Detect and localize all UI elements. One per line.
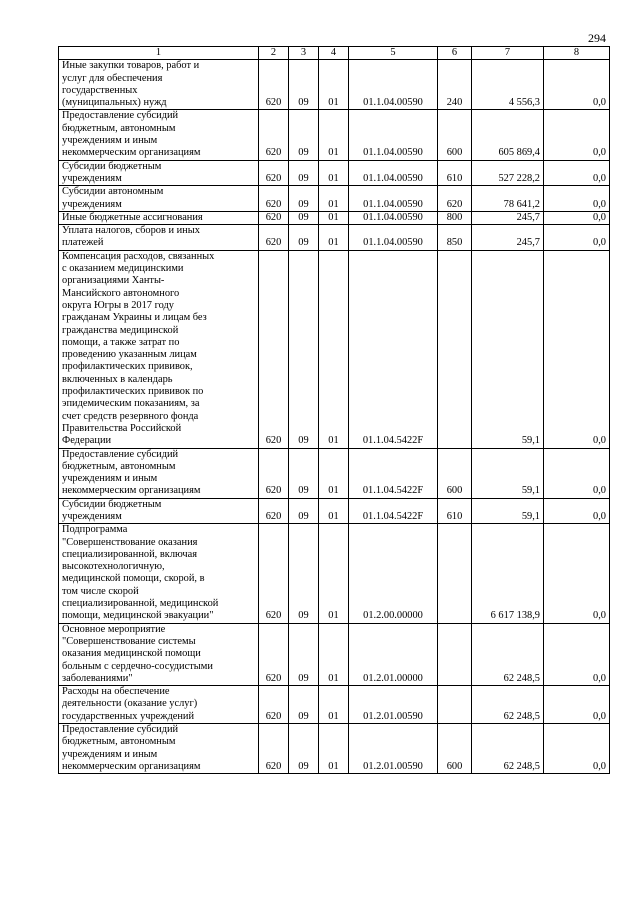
cell-section: 09 xyxy=(289,448,319,498)
cell-section: 09 xyxy=(289,250,319,448)
cell-ministry-code: 620 xyxy=(259,498,289,524)
table-row xyxy=(59,250,610,448)
cell-target-article: 01.1.04.00590 xyxy=(349,110,438,160)
cell-section: 09 xyxy=(289,498,319,524)
cell-subsection: 01 xyxy=(319,186,349,212)
cell-ministry-code: 620 xyxy=(259,186,289,212)
cell-subsection: 01 xyxy=(319,524,349,623)
cell-amount-2: 0,0 xyxy=(544,686,610,724)
header-cell: 3 xyxy=(289,47,319,60)
row-name: Иные закупки товаров, работ и услуг для обеспечения государственных (муниципальных) нужд xyxy=(59,60,259,110)
row-name: Предоставление субсидий бюджетным, автономным учреждениям и иным некоммерческим организациям xyxy=(59,448,259,498)
cell-amount: 245,7 xyxy=(472,225,544,251)
table-row xyxy=(59,160,610,186)
row-name: Иные бюджетные ассигнования xyxy=(59,211,259,224)
cell-section: 09 xyxy=(289,186,319,212)
cell-ministry-code: 620 xyxy=(259,524,289,623)
cell-ministry-code: 620 xyxy=(259,60,289,110)
cell-amount: 605 869,4 xyxy=(472,110,544,160)
header-cell: 4 xyxy=(319,47,349,60)
cell-target-article: 01.2.01.00590 xyxy=(349,724,438,774)
cell-amount-2: 0,0 xyxy=(544,250,610,448)
page-number: 294 xyxy=(588,31,606,45)
cell-amount: 4 556,3 xyxy=(472,60,544,110)
row-name: Подпрограмма "Совершенствование оказания специализированной, включая высокотехнологичную, медицинской помощи, скорой, в том числе скорой специализированной, медицинской помощи, медицинской эвакуации" xyxy=(59,524,259,623)
header-row xyxy=(59,47,610,60)
cell-target-article: 01.1.04.00590 xyxy=(349,60,438,110)
cell-expense-type xyxy=(438,250,472,448)
cell-section: 09 xyxy=(289,623,319,685)
cell-subsection: 01 xyxy=(319,225,349,251)
table-row xyxy=(59,211,610,224)
cell-ministry-code: 620 xyxy=(259,724,289,774)
cell-amount: 62 248,5 xyxy=(472,623,544,685)
cell-amount: 59,1 xyxy=(472,448,544,498)
table-row xyxy=(59,448,610,498)
cell-target-article: 01.2.01.00000 xyxy=(349,623,438,685)
cell-expense-type: 600 xyxy=(438,110,472,160)
table-row xyxy=(59,60,610,110)
cell-amount-2: 0,0 xyxy=(544,225,610,251)
cell-expense-type xyxy=(438,623,472,685)
cell-section: 09 xyxy=(289,724,319,774)
cell-subsection: 01 xyxy=(319,60,349,110)
cell-amount: 6 617 138,9 xyxy=(472,524,544,623)
cell-amount: 78 641,2 xyxy=(472,186,544,212)
cell-amount: 527 228,2 xyxy=(472,160,544,186)
table-row xyxy=(59,186,610,212)
header-cell: 8 xyxy=(544,47,610,60)
cell-expense-type: 600 xyxy=(438,724,472,774)
cell-target-article: 01.1.04.00590 xyxy=(349,186,438,212)
cell-ministry-code: 620 xyxy=(259,623,289,685)
cell-expense-type xyxy=(438,524,472,623)
row-name: Расходы на обеспечение деятельности (оказание услуг) государственных учреждений xyxy=(59,686,259,724)
cell-amount-2: 0,0 xyxy=(544,110,610,160)
cell-amount-2: 0,0 xyxy=(544,524,610,623)
cell-expense-type xyxy=(438,686,472,724)
cell-target-article: 01.2.01.00590 xyxy=(349,686,438,724)
cell-amount-2: 0,0 xyxy=(544,160,610,186)
cell-section: 09 xyxy=(289,686,319,724)
cell-ministry-code: 620 xyxy=(259,225,289,251)
row-name: Субсидии автономным учреждениям xyxy=(59,186,259,212)
header-cell: 5 xyxy=(349,47,438,60)
cell-amount: 245,7 xyxy=(472,211,544,224)
cell-amount-2: 0,0 xyxy=(544,498,610,524)
cell-ministry-code: 620 xyxy=(259,110,289,160)
cell-target-article: 01.1.04.5422F xyxy=(349,250,438,448)
row-name: Уплата налогов, сборов и иных платежей xyxy=(59,225,259,251)
row-name: Субсидии бюджетным учреждениям xyxy=(59,498,259,524)
cell-expense-type: 610 xyxy=(438,498,472,524)
cell-section: 09 xyxy=(289,211,319,224)
cell-section: 09 xyxy=(289,60,319,110)
row-name: Предоставление субсидий бюджетным, автономным учреждениям и иным некоммерческим организациям xyxy=(59,110,259,160)
cell-amount-2: 0,0 xyxy=(544,60,610,110)
cell-subsection: 01 xyxy=(319,110,349,160)
cell-amount-2: 0,0 xyxy=(544,724,610,774)
cell-target-article: 01.1.04.00590 xyxy=(349,160,438,186)
cell-amount-2: 0,0 xyxy=(544,623,610,685)
cell-section: 09 xyxy=(289,524,319,623)
cell-subsection: 01 xyxy=(319,724,349,774)
cell-target-article: 01.2.00.00000 xyxy=(349,524,438,623)
table-row xyxy=(59,524,610,623)
cell-subsection: 01 xyxy=(319,623,349,685)
cell-target-article: 01.1.04.00590 xyxy=(349,211,438,224)
cell-amount: 59,1 xyxy=(472,250,544,448)
row-name: Основное мероприятие "Совершенствование системы оказания медицинской помощи больным с сердечно-сосудистыми заболеваниями" xyxy=(59,623,259,685)
table-row xyxy=(59,623,610,685)
header-cell: 6 xyxy=(438,47,472,60)
row-name: Компенсация расходов, связанных с оказанием медицинскими организациями Ханты- Мансийского автономного округа Югры в 2017 году гражданам Украины и лицам без гражданства медицинской помощи, а также затрат по проведению указанным лицам профилактических прививок, включенных в календарь профилактических прививок по эпидемическим показаниям, за счет средств резервного фонда Правительства Российской Федерации xyxy=(59,250,259,448)
cell-section: 09 xyxy=(289,110,319,160)
cell-target-article: 01.1.04.5422F xyxy=(349,498,438,524)
cell-amount-2: 0,0 xyxy=(544,211,610,224)
row-name: Предоставление субсидий бюджетным, автономным учреждениям и иным некоммерческим организациям xyxy=(59,724,259,774)
cell-amount-2: 0,0 xyxy=(544,448,610,498)
cell-expense-type: 620 xyxy=(438,186,472,212)
budget-table xyxy=(58,46,610,774)
table-row xyxy=(59,686,610,724)
header-cell: 7 xyxy=(472,47,544,60)
cell-subsection: 01 xyxy=(319,448,349,498)
cell-section: 09 xyxy=(289,225,319,251)
cell-section: 09 xyxy=(289,160,319,186)
cell-target-article: 01.1.04.5422F xyxy=(349,448,438,498)
cell-expense-type: 800 xyxy=(438,211,472,224)
cell-ministry-code: 620 xyxy=(259,250,289,448)
cell-ministry-code: 620 xyxy=(259,686,289,724)
cell-subsection: 01 xyxy=(319,250,349,448)
table-row xyxy=(59,225,610,251)
cell-subsection: 01 xyxy=(319,498,349,524)
cell-amount-2: 0,0 xyxy=(544,186,610,212)
cell-subsection: 01 xyxy=(319,211,349,224)
cell-amount: 62 248,5 xyxy=(472,724,544,774)
header-cell: 1 xyxy=(59,47,259,60)
cell-expense-type: 240 xyxy=(438,60,472,110)
cell-ministry-code: 620 xyxy=(259,211,289,224)
cell-amount: 59,1 xyxy=(472,498,544,524)
header-cell: 2 xyxy=(259,47,289,60)
table-row xyxy=(59,724,610,774)
cell-ministry-code: 620 xyxy=(259,160,289,186)
cell-subsection: 01 xyxy=(319,686,349,724)
table-row xyxy=(59,498,610,524)
cell-expense-type: 600 xyxy=(438,448,472,498)
cell-expense-type: 610 xyxy=(438,160,472,186)
cell-subsection: 01 xyxy=(319,160,349,186)
cell-amount: 62 248,5 xyxy=(472,686,544,724)
cell-ministry-code: 620 xyxy=(259,448,289,498)
row-name: Субсидии бюджетным учреждениям xyxy=(59,160,259,186)
cell-expense-type: 850 xyxy=(438,225,472,251)
table-row xyxy=(59,110,610,160)
cell-target-article: 01.1.04.00590 xyxy=(349,225,438,251)
